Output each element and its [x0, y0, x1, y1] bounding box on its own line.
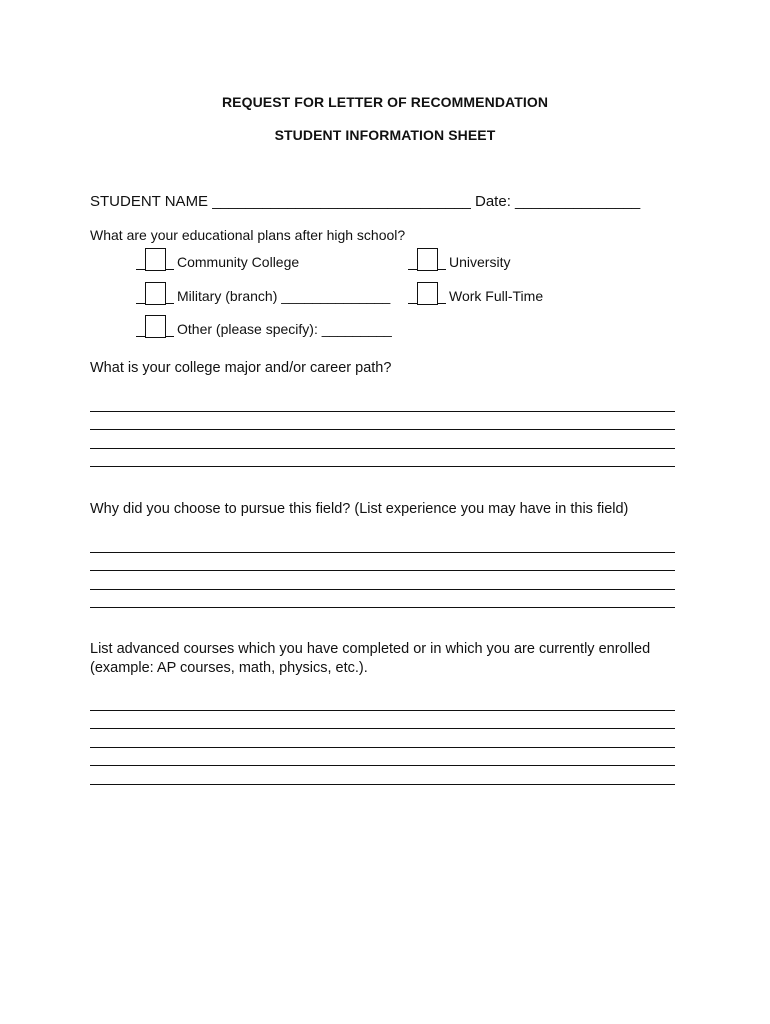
why-question: Why did you choose to pursue this field? (List experience you may have in this field) [90, 501, 629, 517]
form-subtitle: STUDENT INFORMATION SHEET [274, 127, 496, 143]
courses-question-line1: List advanced courses which you have completed or in which you are currently enrolled [90, 641, 651, 657]
other-label: Other (please specify): _________ [177, 321, 392, 337]
option-university[interactable] [408, 252, 510, 272]
courses-question [90, 640, 650, 678]
option-military[interactable] [136, 286, 390, 306]
answer-line[interactable] [90, 430, 675, 449]
student-name-date-line[interactable]: STUDENT NAME _______________________________ Date: _______________ [90, 193, 641, 210]
community-college-label: Community College [177, 254, 300, 270]
answer-line[interactable] [90, 748, 675, 767]
why-answer-lines[interactable] [90, 534, 675, 608]
answer-line[interactable] [90, 534, 675, 553]
major-question: What is your college major and/or career path? [90, 360, 392, 376]
answer-line[interactable] [90, 553, 675, 572]
military-label: Military (branch) ______________ [177, 288, 391, 304]
option-work-full-time[interactable] [408, 286, 543, 306]
answer-line[interactable] [90, 393, 675, 412]
form-title: REQUEST FOR LETTER OF RECOMMENDATION [221, 94, 549, 110]
work-full-time-label: Work Full-Time [449, 288, 544, 304]
community-college-checkbox[interactable] [136, 252, 174, 272]
answer-line[interactable] [90, 449, 675, 468]
courses-answer-lines[interactable] [90, 692, 675, 785]
work-full-time-checkbox[interactable] [408, 286, 446, 306]
answer-line[interactable] [90, 711, 675, 730]
military-checkbox[interactable] [136, 286, 174, 306]
option-community-college[interactable] [136, 252, 299, 272]
answer-line[interactable] [90, 590, 675, 609]
university-label: University [449, 254, 511, 270]
answer-line[interactable] [90, 729, 675, 748]
courses-question-line2: (example: AP courses, math, physics, etc.). [90, 660, 368, 676]
answer-line[interactable] [90, 412, 675, 431]
plans-question: What are your educational plans after high school? [90, 227, 406, 243]
major-answer-lines[interactable] [90, 393, 675, 467]
answer-line[interactable] [90, 692, 675, 711]
option-other[interactable] [136, 319, 392, 339]
university-checkbox[interactable] [408, 252, 446, 272]
answer-line[interactable] [90, 766, 675, 785]
other-checkbox[interactable] [136, 319, 174, 339]
answer-line[interactable] [90, 571, 675, 590]
